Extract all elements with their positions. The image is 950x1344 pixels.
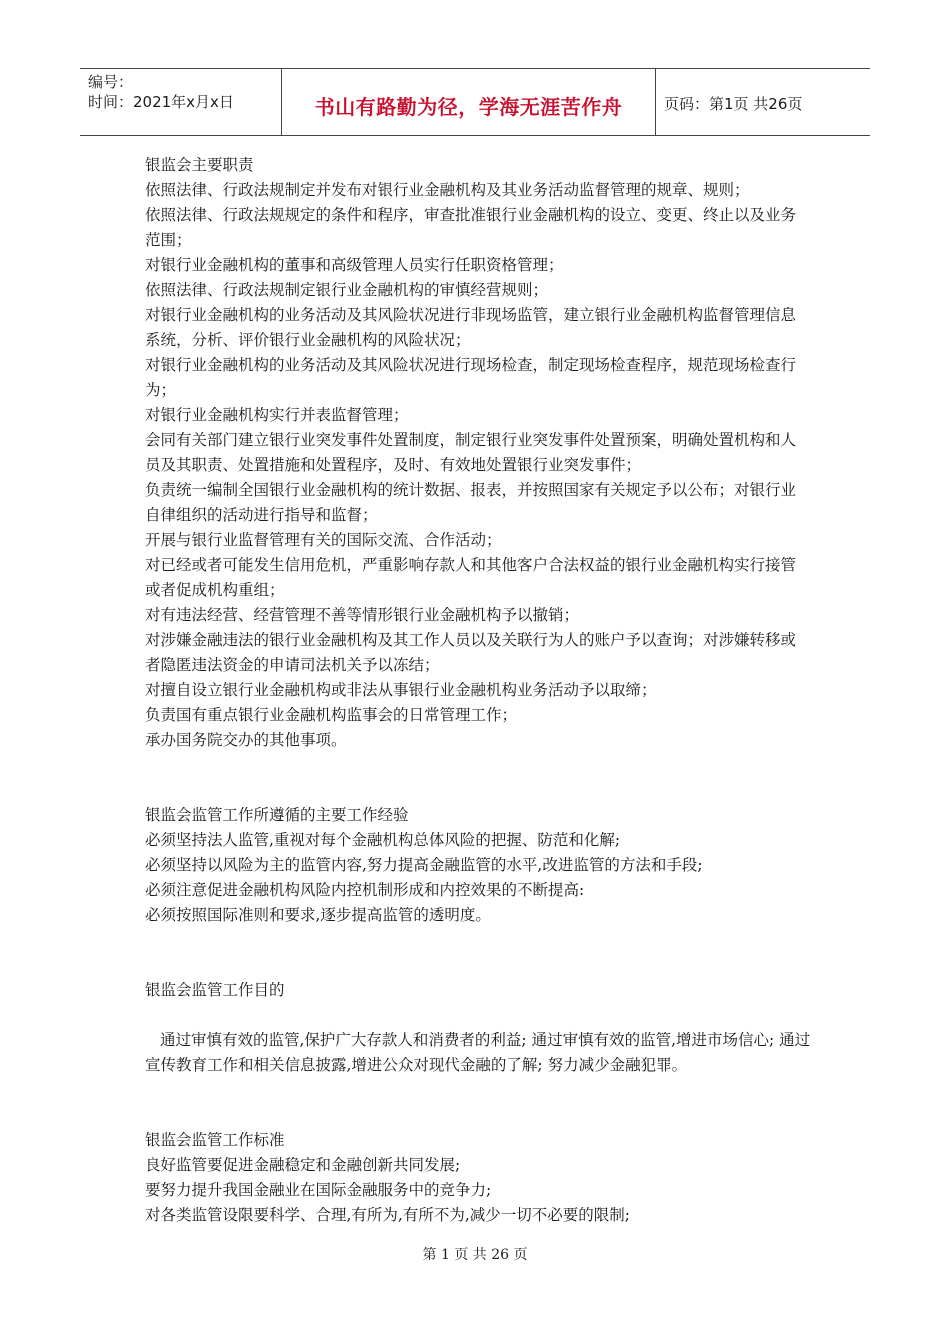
duty-item: 承办国务院交办的其他事项。 bbox=[145, 731, 347, 749]
section-title-standards: 银监会监管工作标准 bbox=[145, 1131, 285, 1149]
section-title-experience: 银监会监管工作所遵循的主要工作经验 bbox=[145, 806, 409, 824]
spacer bbox=[145, 1003, 811, 1028]
duty-item: 依照法律、行政法规规定的条件和程序，审查批准银行业金融机构的设立、变更、终止以及业务范围； bbox=[145, 206, 797, 249]
date-line: 时间：2021年x月x日 bbox=[88, 93, 234, 111]
spacer bbox=[145, 753, 811, 803]
standard-item: 要努力提升我国金融业在国际金融服务中的竞争力; bbox=[145, 1181, 492, 1199]
experience-item: 必须坚持法人监管,重视对每个金融机构总体风险的把握、防范和化解; bbox=[145, 831, 621, 849]
standard-item: 对各类监管设限要科学、合理,有所为,有所不为,减少一切不必要的限制; bbox=[145, 1206, 631, 1224]
page-info: 页码：第1页 共26页 bbox=[664, 94, 803, 113]
duty-item: 负责统一编制全国银行业金融机构的统计数据、报表，并按照国家有关规定予以公布；对银行业自律组织的活动进行指导和监督； bbox=[145, 481, 797, 524]
duty-item: 依照法律、行政法规制定并发布对银行业金融机构及其业务活动监督管理的规章、规则； bbox=[145, 181, 750, 199]
duty-item: 对擅自设立银行业金融机构或非法从事银行业金融机构业务活动予以取缔； bbox=[145, 681, 657, 699]
header-motto-cell bbox=[282, 69, 656, 135]
experience-item: 必须按照国际准则和要求,逐步提高监管的透明度。 bbox=[145, 906, 491, 924]
duty-item: 对银行业金融机构的业务活动及其风险状况进行现场检查，制定现场检查程序，规范现场检查行为； bbox=[145, 356, 797, 399]
standard-item: 良好监管要促进金融稳定和金融创新共同发展; bbox=[145, 1156, 461, 1174]
header-meta bbox=[80, 69, 282, 135]
duty-item: 对银行业金融机构的业务活动及其风险状况进行非现场监管，建立银行业金融机构监督管理信息系统，分析、评价银行业金融机构的风险状况； bbox=[145, 306, 797, 349]
motto: 书山有路勤为径，学海无涯苦作舟 bbox=[314, 94, 623, 119]
section-title-duties: 银监会主要职责 bbox=[145, 156, 254, 174]
duty-item: 开展与银行业监督管理有关的国际交流、合作活动； bbox=[145, 531, 502, 549]
duty-item: 对涉嫌金融违法的银行业金融机构及其工作人员以及关联行为人的账户予以查询；对涉嫌转移或者隐匿违法资金的申请司法机关予以冻结； bbox=[145, 631, 797, 674]
spacer bbox=[145, 1078, 811, 1128]
duty-item: 依照法律、行政法规制定银行业金融机构的审慎经营规则； bbox=[145, 281, 549, 299]
goals-paragraph: 通过审慎有效的监管,保护广大存款人和消费者的利益; 通过审慎有效的监管,增进市场信心; 通过宣传教育工作和相关信息披露,增进公众对现代金融的了解; 努力减少金融犯罪。 bbox=[145, 1031, 811, 1074]
header-page-cell bbox=[656, 69, 870, 135]
serial-label: 编号： bbox=[88, 73, 134, 91]
duty-item: 会同有关部门建立银行业突发事件处置制度，制定银行业突发事件处置预案，明确处置机构和人员及其职责、处置措施和处置程序，及时、有效地处置银行业突发事件； bbox=[145, 431, 797, 474]
duty-item: 对银行业金融机构的董事和高级管理人员实行任职资格管理； bbox=[145, 256, 564, 274]
duty-item: 对有违法经营、经营管理不善等情形银行业金融机构予以撤销； bbox=[145, 606, 580, 624]
duty-item: 对已经或者可能发生信用危机，严重影响存款人和其他客户合法权益的银行业金融机构实行接管或者促成机构重组； bbox=[145, 556, 797, 599]
spacer bbox=[145, 928, 811, 978]
page-footer bbox=[0, 1244, 950, 1264]
experience-item: 必须注意促进金融机构风险内控机制形成和内控效果的不断提高: bbox=[145, 881, 585, 899]
section-title-goals: 银监会监管工作目的 bbox=[145, 981, 285, 999]
duty-item: 对银行业金融机构实行并表监督管理； bbox=[145, 406, 409, 424]
footer-page-number: 第 1 页 共 26 页 bbox=[422, 1247, 528, 1263]
experience-item: 必须坚持以风险为主的监管内容,努力提高金融监管的水平,改进监管的方法和手段; bbox=[145, 856, 703, 874]
duty-item: 负责国有重点银行业金融机构监事会的日常管理工作； bbox=[145, 706, 518, 724]
document-body bbox=[145, 153, 811, 1228]
page-header bbox=[80, 68, 870, 136]
